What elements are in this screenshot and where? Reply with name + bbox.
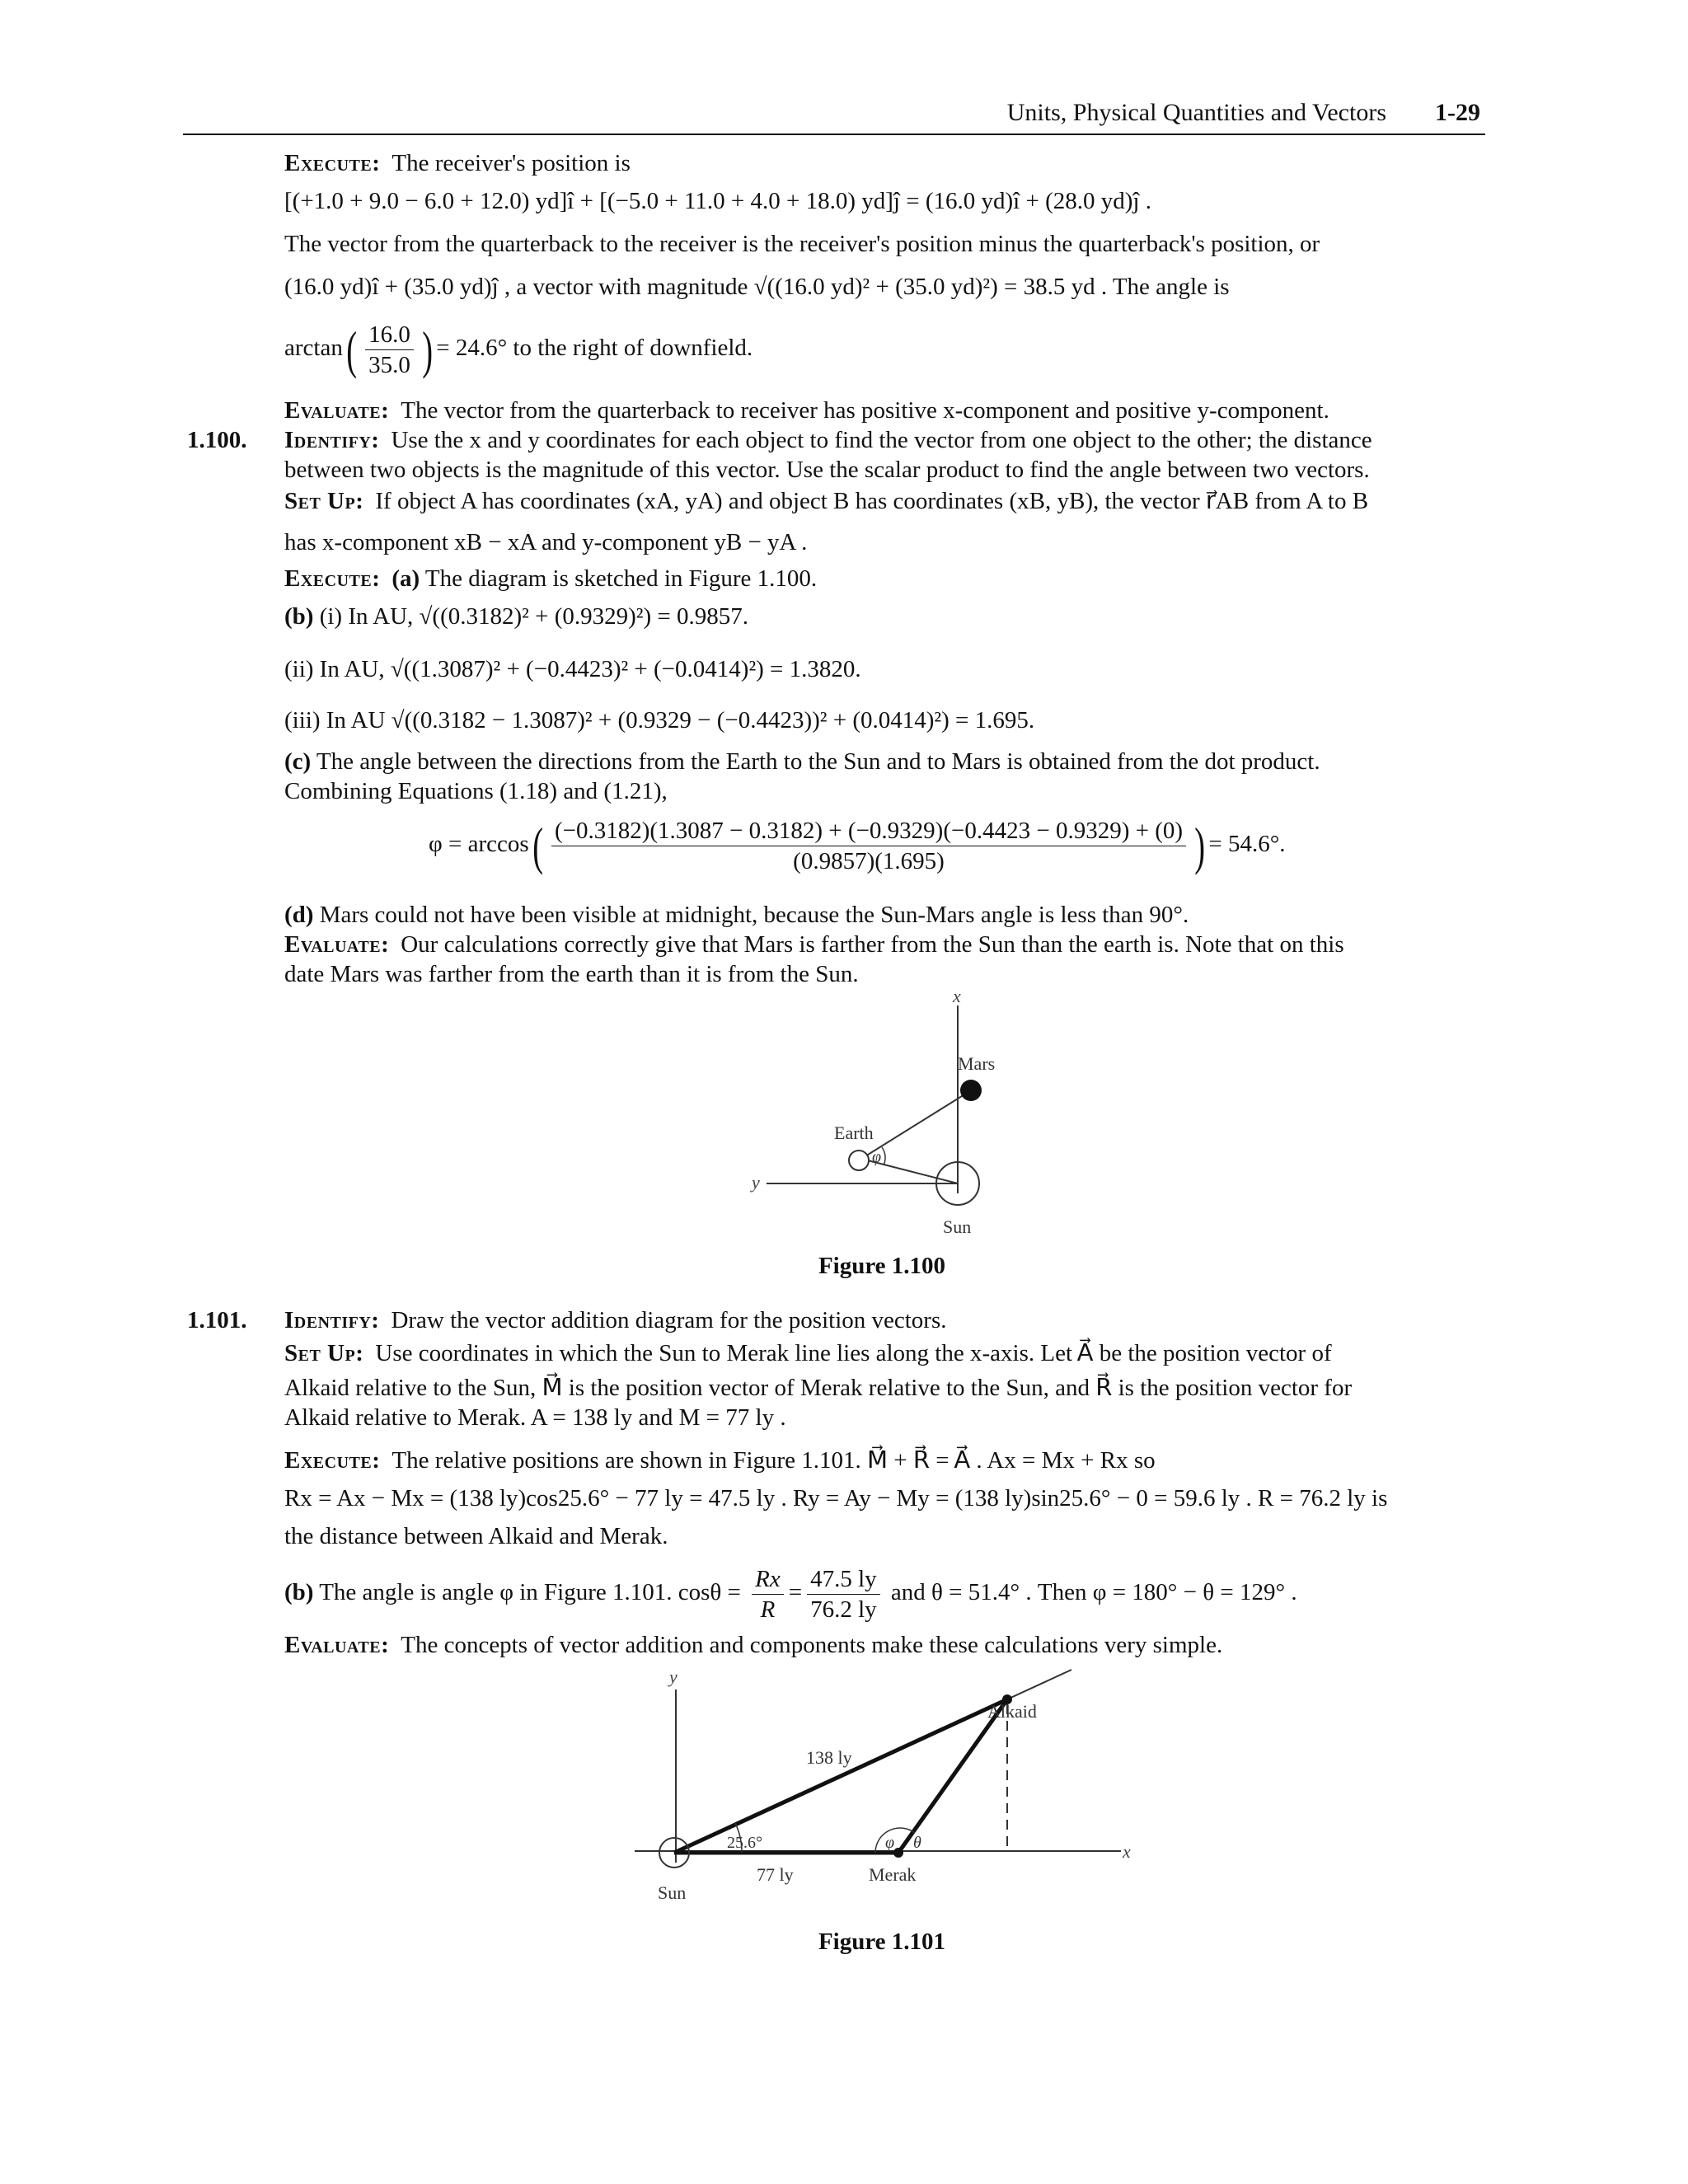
setup-101-line2: Alkaid relative to the Sun, M⃗ is the position vector of Merak relative to the Sun, and R⃗ is the position vector for (284, 1375, 1353, 1401)
alkaid-label: Alkaid (987, 1701, 1037, 1722)
evaluate-100-line2: date Mars was farther from the earth than it is from the Sun. (284, 961, 859, 987)
execute-line-1: Execute: The receiver's position is (284, 150, 631, 176)
part-b-i: (b) (i) In AU, √((0.3182)² + (0.9329)²) = 0.9857. (284, 603, 748, 630)
problem-number-101: 1.101. (187, 1307, 247, 1333)
angle-label: 25.6° (727, 1834, 762, 1852)
figure-1-101 (626, 1665, 1170, 1912)
part-c: (c) The angle between the directions from the Earth to the Sun and to Mars is obtained from the dot product. (284, 748, 1320, 775)
caption-1-101: Figure 1.101 (818, 1929, 946, 1955)
execute-line-3: The vector from the quarterback to the receiver is the receiver's position minus the quarterback's position, or (284, 231, 1320, 257)
part-b-ii: (ii) In AU, √((1.3087)² + (−0.4423)² + (−0.0414)²) = 1.3820. (284, 656, 861, 682)
rx-over-r-fraction: $\frac{Rx}{R}$ (752, 1564, 784, 1624)
identify-100-line2: between two objects is the magnitude of this vector. Use the scalar product to find the angle between two vectors. (284, 457, 1370, 483)
identify-101: Identify: Draw the vector addition diagram for the position vectors. (284, 1307, 947, 1333)
part-d: (d) Mars could not have been visible at midnight, because the Sun-Mars angle is less than 90°. (284, 902, 1189, 928)
evaluate-top: Evaluate: The vector from the quarterback to receiver has positive x-component and positive y-component. (284, 397, 1329, 424)
figure-1-100 (742, 989, 1022, 1244)
evaluate-101: Evaluate: The concepts of vector addition and components make these calculations very simple. (284, 1632, 1223, 1658)
vector-a (674, 1699, 1007, 1853)
setup-101-line3: Alkaid relative to Merak. A = 138 ly and M = 77 ly . (284, 1404, 786, 1431)
length-a-label: 138 ly (806, 1747, 852, 1768)
theta-label: θ (913, 1834, 921, 1852)
execute-101-line3: the distance between Alkaid and Merak. (284, 1523, 668, 1549)
setup-101: Set Up: Use coordinates in which the Sun to Merak line lies along the x-axis. Let A⃗ be the position vector of (284, 1340, 1332, 1366)
header-title: Units, Physical Quantities and Vectors (1006, 99, 1386, 126)
execute-line-4: (16.0 yd)î + (35.0 yd)ĵ , a vector with magnitude √((16.0 yd)² + (35.0 yd)²) = 38.5 yd . The angle is (284, 274, 1230, 300)
mars-label: Mars (958, 1053, 996, 1074)
sun-label: Sun (943, 1216, 972, 1237)
evaluate-100: Evaluate: Our calculations correctly give that Mars is farther from the Sun than the earth is. Note that on this (284, 931, 1344, 958)
execute-label: Execute: (284, 150, 381, 176)
sun-label: Sun (658, 1882, 687, 1903)
x-axis-label: x (1123, 1841, 1131, 1862)
arctan-fraction: $\frac{16.0}{35.0}$ (365, 320, 414, 380)
execute-101-line2: Rx = Ax − Mx = (138 ly)cos25.6° − 77 ly = 47.5 ly . Ry = Ay − My = (138 ly)sin25.6° − 0 = 59.6 ly . R = 76.2 ly is (284, 1485, 1388, 1511)
merak-dot (893, 1848, 903, 1858)
phi-label: φ (885, 1834, 895, 1852)
mars-dot (960, 1080, 982, 1101)
phi-equation: φ = arccos( (−0.3182)(1.3087 − 0.3182) + (−0.9329)(−0.4423 − 0.9329) + (0) (0.9857)(1.695) ) = 54.6°. (429, 816, 1286, 875)
length-m-label: 77 ly (757, 1864, 794, 1885)
phi-label: φ (872, 1148, 882, 1166)
merak-label: Merak (869, 1864, 917, 1885)
page-number: 1-29 (1435, 99, 1480, 126)
execute-100: Execute: (a) The diagram is sketched in Figure 1.100. (284, 565, 818, 592)
running-header (183, 92, 1485, 135)
phi-arc (882, 1147, 885, 1165)
identify-100: Identify: Use the x and y coordinates for each object to find the vector from one object to the other; the distance (284, 427, 1372, 453)
part-c-line2: Combining Equations (1.18) and (1.21), (284, 778, 668, 804)
caption-1-100: Figure 1.100 (818, 1253, 946, 1279)
setup-100: Set Up: If object A has coordinates (xA, yA) and object B has coordinates (xB, yB), the vector r⃗AB from A to B (284, 488, 1369, 514)
problem-number-100: 1.100. (187, 427, 247, 453)
ly-fraction: $\frac{47.5 ly}{76.2 ly}$ (807, 1564, 880, 1624)
y-axis-label: y (669, 1666, 678, 1687)
part-b-101: (b) The angle is angle φ in Figure 1.101. cosθ = $\frac{Rx}{R}$ = $\frac{47.5 ly}{76.2 ly}$ and θ = 51.4° . Then φ = 180° − θ = 129° . (284, 1566, 1297, 1623)
part-b-iii: (iii) In AU √((0.3182 − 1.3087)² + (0.9329 − (−0.4423))² + (0.0414)²) = 1.695. (284, 707, 1035, 733)
arctan-line: arctan( $\frac{16.0}{35.0}$ ) = 24.6° to the right of downfield. (284, 320, 753, 379)
execute-101: Execute: The relative positions are shown in Figure 1.101. M⃗ + R⃗ = A⃗ . Ax = Mx + Rx so (284, 1447, 1156, 1474)
setup-100-line2: has x-component xB − xA and y-component yB − yA . (284, 529, 808, 555)
y-axis-label: y (752, 1172, 760, 1193)
earth-label: Earth (834, 1122, 874, 1143)
execute-line-2: [(+1.0 + 9.0 − 6.0 + 12.0) yd]î + [(−5.0 + 11.0 + 4.0 + 18.0) yd]ĵ = (16.0 yd)î + (28.0 yd)ĵ . (284, 188, 1151, 214)
phi-fraction: (−0.3182)(1.3087 − 0.3182) + (−0.9329)(−0.4423 − 0.9329) + (0) (0.9857)(1.695) (551, 816, 1186, 876)
earth-circle (849, 1151, 869, 1170)
x-axis-label: x (953, 989, 961, 1006)
